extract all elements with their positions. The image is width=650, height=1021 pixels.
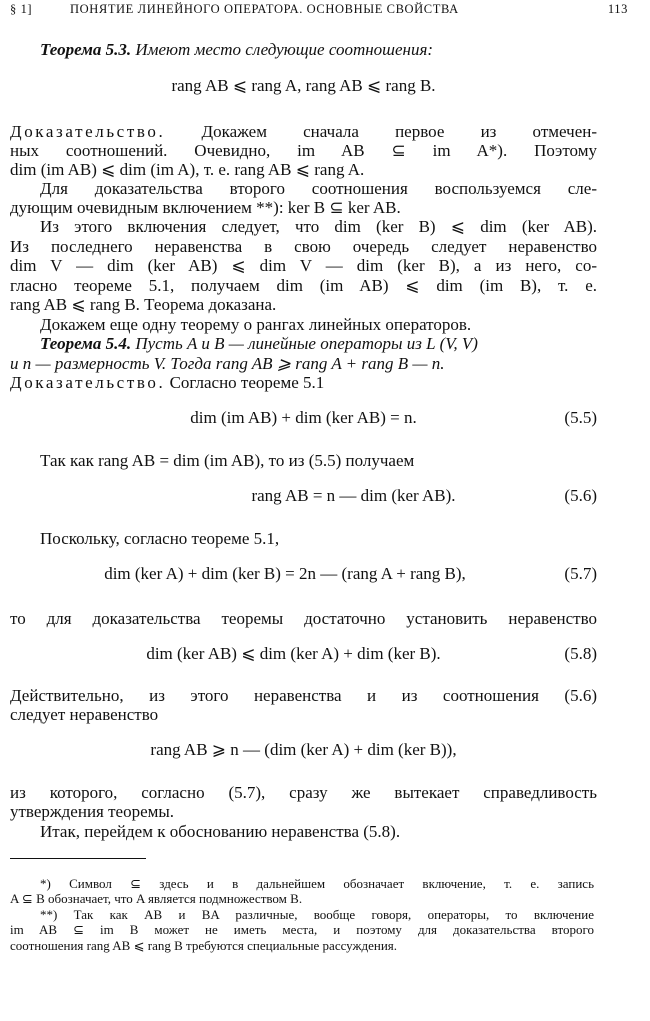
proof-label: Доказательство.: [10, 122, 166, 141]
equation-5-7: dim (ker A) + dim (ker B) = 2n — (rang A + rang B),: [104, 564, 466, 583]
theorem-statement: Имеют место следующие соотношения:: [135, 40, 434, 59]
proof-5-4-text-6a: из которого, согласно (5.7), сразу же вытекает справедливость: [10, 783, 597, 802]
equation-number-5-5: (5.5): [564, 408, 597, 427]
footnote-2-line-3: соотношения rang AB ⩽ rang B требуются специальные рассуждения.: [10, 938, 398, 953]
chapter-title: ПОНЯТИЕ ЛИНЕЙНОГО ОПЕРАТОРА. ОСНОВНЫЕ СВОЙСТВА: [70, 2, 459, 16]
footnote-rule: [10, 858, 146, 859]
footnote-2-line-2: im AB ⊆ im B может не иметь места, и поэтому для доказательства второго: [10, 922, 594, 937]
equation-number-5-7: (5.7): [564, 564, 597, 583]
theorem-label: Теорема 5.3.: [40, 40, 132, 59]
proof-5-3-line-1: [10, 122, 597, 142]
footnote-1-line-2: A ⊆ B обозначает, что A является подмножеством B.: [10, 891, 303, 906]
proof-text: Согласно теореме 5.1: [165, 373, 325, 392]
footnote-1-line-1: *) Символ ⊆ здесь и в дальнейшем обозначает включение, т. е. запись: [40, 876, 594, 891]
proof-5-3-line-9: гласно теореме 5.1, получаем dim (im AB) ⩽ dim (im B), т. е.: [10, 276, 597, 295]
theorem-5-4-line-2: и n — размерность V. Тогда rang AB ⩾ rang A + rang B — n.: [10, 354, 445, 373]
proof-5-4-text-5b: следует неравенство: [10, 705, 159, 724]
theorem-5-4-line-1: [40, 334, 597, 354]
proof-5-3-line-2: ных соотношений. Очевидно, im AB ⊆ im A*). Поэтому: [10, 141, 597, 160]
proof-label: Доказательство.: [10, 373, 166, 392]
theorem-text: Пусть A и B — линейные операторы из L (V, V): [135, 334, 478, 353]
proof-5-4-text-7: Итак, перейдем к обоснованию неравенства (5.8).: [40, 822, 401, 841]
proof-5-3-line-5: дующим очевидным включением **): ker B ⊆ ker AB.: [10, 198, 401, 217]
equation-5-6: rang AB = n — dim (ker AB).: [251, 486, 456, 505]
section-number: § 1]: [10, 2, 33, 16]
proof-5-4-text-4: то для доказательства теоремы достаточно установить неравенство: [10, 609, 597, 628]
page-number: 113: [607, 2, 628, 16]
footnote-2-line-1: **) Так как AB и BA различные, вообще говоря, операторы, то включение: [40, 907, 594, 922]
proof-5-3-line-4: Для доказательства второго соотношения воспользуемся сле-: [40, 179, 597, 198]
theorem-5-3: [40, 40, 627, 60]
proof-5-3-line-3: dim (im AB) ⩽ dim (im A), т. е. rang AB ⩽ rang A.: [10, 160, 365, 179]
equation-number-5-8: (5.8): [564, 644, 597, 663]
running-header: [10, 2, 628, 22]
proof-5-3-line-8: dim V — dim (ker AB) ⩽ dim V — dim (ker B), а из него, со-: [10, 256, 597, 275]
proof-text: Докажем сначала первое из отмечен-: [165, 122, 597, 141]
proof-5-3-line-11: Докажем еще одну теорему о рангах линейных операторов.: [40, 315, 472, 334]
proof-5-3-line-6: Из этого включения следует, что dim (ker B) ⩽ dim (ker AB).: [40, 217, 597, 236]
equation-5-5: dim (im AB) + dim (ker AB) = n.: [190, 408, 417, 427]
proof-5-3-line-7: Из последнего неравенства в свою очередь следует неравенство: [10, 237, 597, 256]
proof-5-4-text-6b: утверждения теоремы.: [10, 802, 175, 821]
equation-5-8: dim (ker AB) ⩽ dim (ker A) + dim (ker B).: [146, 644, 441, 663]
theorem-label: Теорема 5.4.: [40, 334, 132, 353]
proof-5-4-text-5a: Действительно, из этого неравенства и из соотношения (5.6): [10, 686, 597, 705]
proof-5-4-intro: [10, 373, 597, 393]
theorem-5-3-formula: rang AB ⩽ rang A, rang AB ⩽ rang B.: [171, 76, 436, 95]
inequality: rang AB ⩾ n — (dim (ker A) + dim (ker B)),: [150, 740, 457, 759]
proof-5-4-text-3: Поскольку, согласно теореме 5.1,: [40, 529, 280, 548]
proof-5-4-text-2: Так как rang AB = dim (im AB), то из (5.5) получаем: [40, 451, 415, 470]
equation-number-5-6: (5.6): [564, 486, 597, 505]
proof-5-3-line-10: rang AB ⩽ rang B. Теорема доказана.: [10, 295, 277, 314]
